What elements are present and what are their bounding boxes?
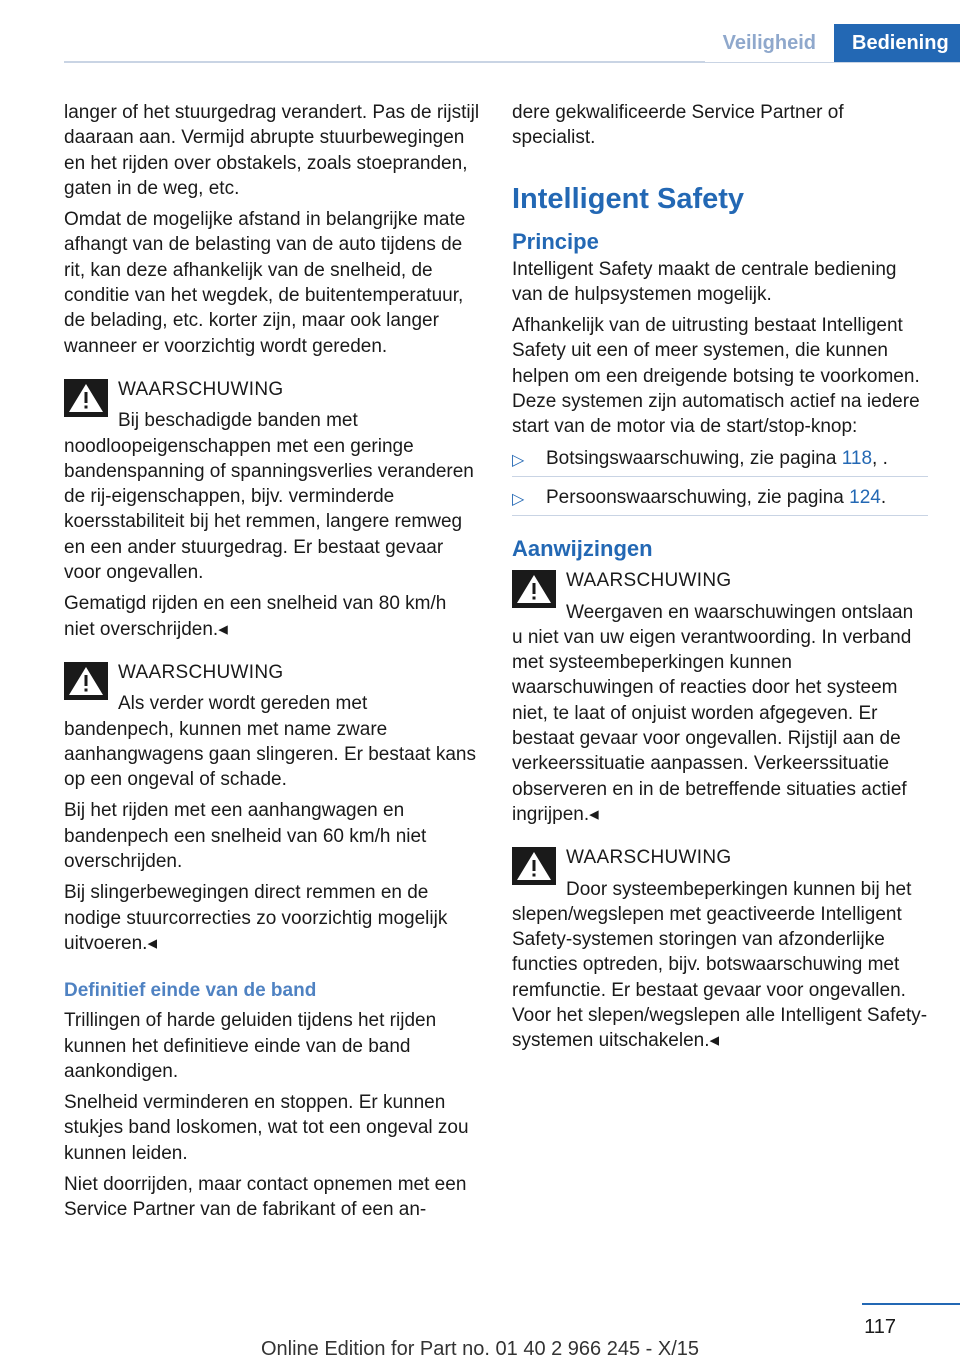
paragraph: Omdat de mogelijke afstand in belangrijke mate afhangt van de belasting van de auto tijdens de rit, kan deze afhankelijk van de snelheid, de conditie van het wegdek, de buitentemperatuur, de belading, etc. korter zijn, maar ook langer wanneer er voorzichtig wordt gereden. [64,209,466,357]
warning-block [512,845,928,1053]
warning-block [64,377,480,642]
paragraph: Trillingen of harde geluiden tijdens het rijden kunnen het definitieve einde van de band aankondigen. [64,1010,437,1082]
warning-text: Weergaven en waarschuwingen ontslaan u niet van uw eigen verantwoording. In verband met systeembeperkingen kunnen waarschuwingen of reacties door het systeem niet, te laat of onjuist worden afgegeven. Er bestaat gevaar voor ongevallen. Rijstijl aan de verkeerssituatie aanpassen. Verkeerssituatie observeren en in de betreffende situaties actief ingrijpen.◂ [512,601,914,825]
paragraph: dere gekwalificeerde Service Partner of specialist. [512,102,844,149]
warning-text: Door systeembeperkingen kunnen bij het slepen/wegslepen met geactiveerde Intelligent Safety-systemen storingen van afzonderlijke functies optreden, bijv. botswaarschuwing met remfunctie. Er bestaat gevaar voor ongevallen. Voor het slepen/wegslepen alle Intelligent Safety-systemen uitschakelen.◂ [512,878,928,1052]
triangle-bullet-icon: ▷ [512,451,525,469]
system-list [512,446,928,517]
edition-footer: Online Edition for Part no. 01 40 2 966 245 - X/15 [260,1338,700,1360]
warning-text: Bij slingerbewegingen direct remmen en de nodige stuurcorrecties zo voorzichtig mogelijk uitvoeren.◂ [64,882,448,954]
warning-text: Bij het rijden met een aanhangwagen en bandenpech een snelheid van 60 km/h niet overschrijden. [64,800,427,873]
section-tabs [705,24,960,62]
tab-bediening[interactable]: Bediening [834,24,960,62]
page-number: 117 [864,1316,896,1338]
page-link[interactable]: 118 [841,447,873,469]
principle-heading: Principe [512,228,599,254]
list-item [512,485,928,516]
paragraph: Intelligent Safety maakt de centrale bediening van de hulpsystemen mogelijk. [512,258,897,305]
warning-text: Gematigd rijden en een snelheid van 80 km/h niet overschrijden.◂ [64,593,447,640]
warning-text: Bij beschadigde banden met noodloopeigenschappen met een geringe bandenspanning of spanningsverlies veranderen de rij-eigenschappen, bijv. verminderde koersstabiliteit bij het remmen, langere remweg en een ander stuurgedrag. Er bestaat gevaar voor ongevallen. [64,410,474,584]
warning-triangle-icon [512,570,556,608]
list-item-text: Persoonswaarschuwing, zie pagina [546,486,850,508]
page-link[interactable]: 124 [849,486,881,508]
warning-triangle-icon [64,662,108,700]
paragraph: Niet doorrijden, maar contact opnemen met een Service Partner van de fabrikant of een an- [64,1173,467,1221]
paragraph: Afhankelijk van de uitrusting bestaat Intelligent Safety uit een of meer systemen, die kunnen helpen om een dreigende botsing te voorkomen. Deze systemen zijn automatisch actief na iedere start van de motor via de start/stop-knop: [512,315,920,438]
warning-triangle-icon [512,847,556,885]
footer-rule [862,1303,960,1305]
list-item-text: Botsingswaarschuwing, zie pagina [546,447,842,469]
tab-veiligheid[interactable]: Veiligheid [705,24,834,62]
left-column [64,100,480,1229]
paragraph: Snelheid verminderen en stoppen. Er kunnen stukjes band loskomen, wat tot een ongeval zou kunnen leiden. [64,1092,469,1164]
subheading: Definitief einde van de band [64,980,317,1002]
section-title: Intelligent Safety [512,182,745,215]
warning-title: WAARSCHUWING [118,661,284,683]
triangle-bullet-icon: ▷ [512,490,525,508]
warning-title: WAARSCHUWING [118,378,284,400]
notes-heading: Aanwijzingen [512,536,653,562]
list-item [512,446,928,477]
warning-title: WAARSCHUWING [566,570,732,592]
right-column [512,100,928,1060]
list-item-suffix: . [880,486,887,508]
warning-text: Als verder wordt gereden met bandenpech, kunnen met name zware aanhangwagens gaan slingeren. Er bestaat kans op een ongeval of schade. [64,693,476,791]
warning-block [64,660,480,956]
list-item-suffix: , . [872,447,888,469]
warning-block [512,568,928,827]
warning-triangle-icon [64,379,108,417]
warning-title: WAARSCHUWING [566,847,732,869]
paragraph: langer of het stuurgedrag verandert. Pas de rijstijl daaraan aan. Vermijd abrupte stuurbewegingen en het rijden over obstakels, zoals stoepranden, gaten in de weg, etc. [64,102,480,199]
